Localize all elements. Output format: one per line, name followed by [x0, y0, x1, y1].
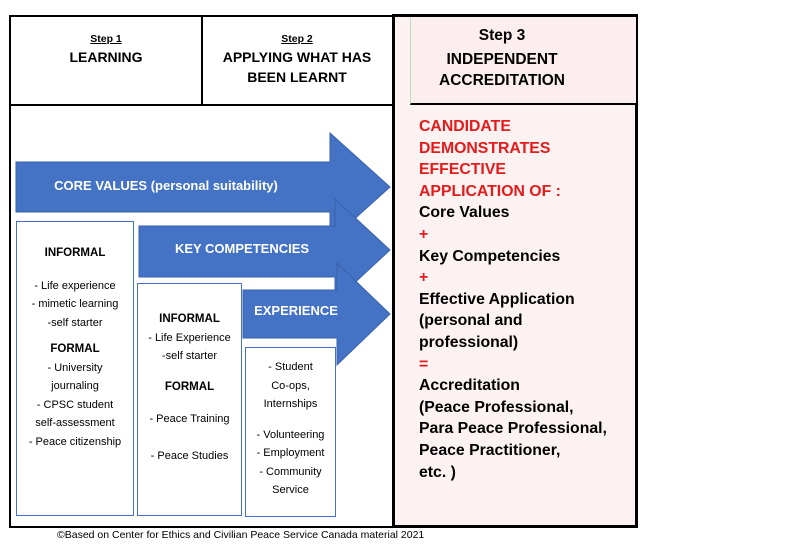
- accreditation-line: (Peace Professional,: [419, 398, 574, 416]
- informal-heading: INFORMAL: [159, 313, 220, 325]
- list-item: - Life Experience: [148, 331, 231, 344]
- list-item: - CPSC student: [36, 398, 114, 411]
- effective-application-line: Effective Application: [419, 290, 575, 308]
- step2-label: Step 2: [281, 33, 313, 45]
- list-item: - Peace Training: [149, 413, 230, 425]
- list-item: - Community: [259, 465, 322, 478]
- plus-sign: +: [419, 225, 429, 243]
- candidate-heading-line: CANDIDATE: [419, 118, 511, 135]
- list-item: - Employment: [256, 447, 325, 459]
- effective-application-line: (personal and: [419, 312, 523, 330]
- key-competencies-label: KEY COMPETENCIES: [174, 241, 310, 256]
- list-item: - Volunteering: [256, 428, 325, 441]
- candidate-heading-line: DEMONSTRATES: [419, 139, 551, 157]
- candidate-heading-line: EFFECTIVE: [419, 161, 506, 179]
- list-item: Service: [272, 484, 309, 496]
- candidate-heading-line: APPLICATION OF :: [419, 182, 561, 200]
- step2-title: APPLYING WHAT HAS BEEN LEARNT: [222, 49, 372, 85]
- accreditation-line: Para Peace Professional,: [419, 420, 607, 438]
- effective-application-line: professional): [419, 333, 519, 351]
- list-item: -self starter: [47, 316, 103, 329]
- list-item: Co-ops,: [271, 379, 310, 392]
- formal-heading: FORMAL: [50, 343, 100, 355]
- plus-sign: +: [419, 269, 429, 287]
- list-item: - Peace Studies: [150, 449, 229, 462]
- accreditation-line: Accreditation: [419, 377, 520, 395]
- step1-label: Step 1: [90, 33, 122, 45]
- key-competencies-text: Key Competencies: [419, 247, 561, 265]
- accreditation-line: etc. ): [419, 463, 456, 481]
- list-item: - University: [47, 361, 103, 374]
- step1-title: LEARNING: [69, 49, 143, 65]
- accreditation-line: Peace Practitioner,: [419, 441, 561, 459]
- core-values-label: CORE VALUES (personal suitability): [54, 178, 278, 193]
- list-item: - mimetic learning: [31, 298, 119, 310]
- list-item: - Peace citizenship: [28, 435, 122, 448]
- formal-heading: FORMAL: [164, 380, 215, 393]
- equals-sign: =: [419, 355, 429, 373]
- list-item: Internships: [263, 398, 318, 410]
- list-item: -self starter: [161, 350, 217, 362]
- step3-content: [419, 116, 637, 483]
- step3-title: INDEPENDENT ACCREDITATION: [439, 51, 565, 89]
- footer-credit: ©Based on Center for Ethics and Civilian Peace Service Canada material 2021: [57, 529, 425, 541]
- core-values-text: Core Values: [419, 204, 510, 222]
- informal-heading: INFORMAL: [44, 247, 106, 259]
- list-item: self-assessment: [35, 417, 115, 429]
- experience-label: EXPERIENCE: [254, 303, 338, 318]
- list-item: journaling: [51, 380, 99, 392]
- list-item: - Life experience: [34, 279, 116, 292]
- step3-label: Step 3: [478, 27, 526, 44]
- list-item: - Student: [268, 361, 313, 373]
